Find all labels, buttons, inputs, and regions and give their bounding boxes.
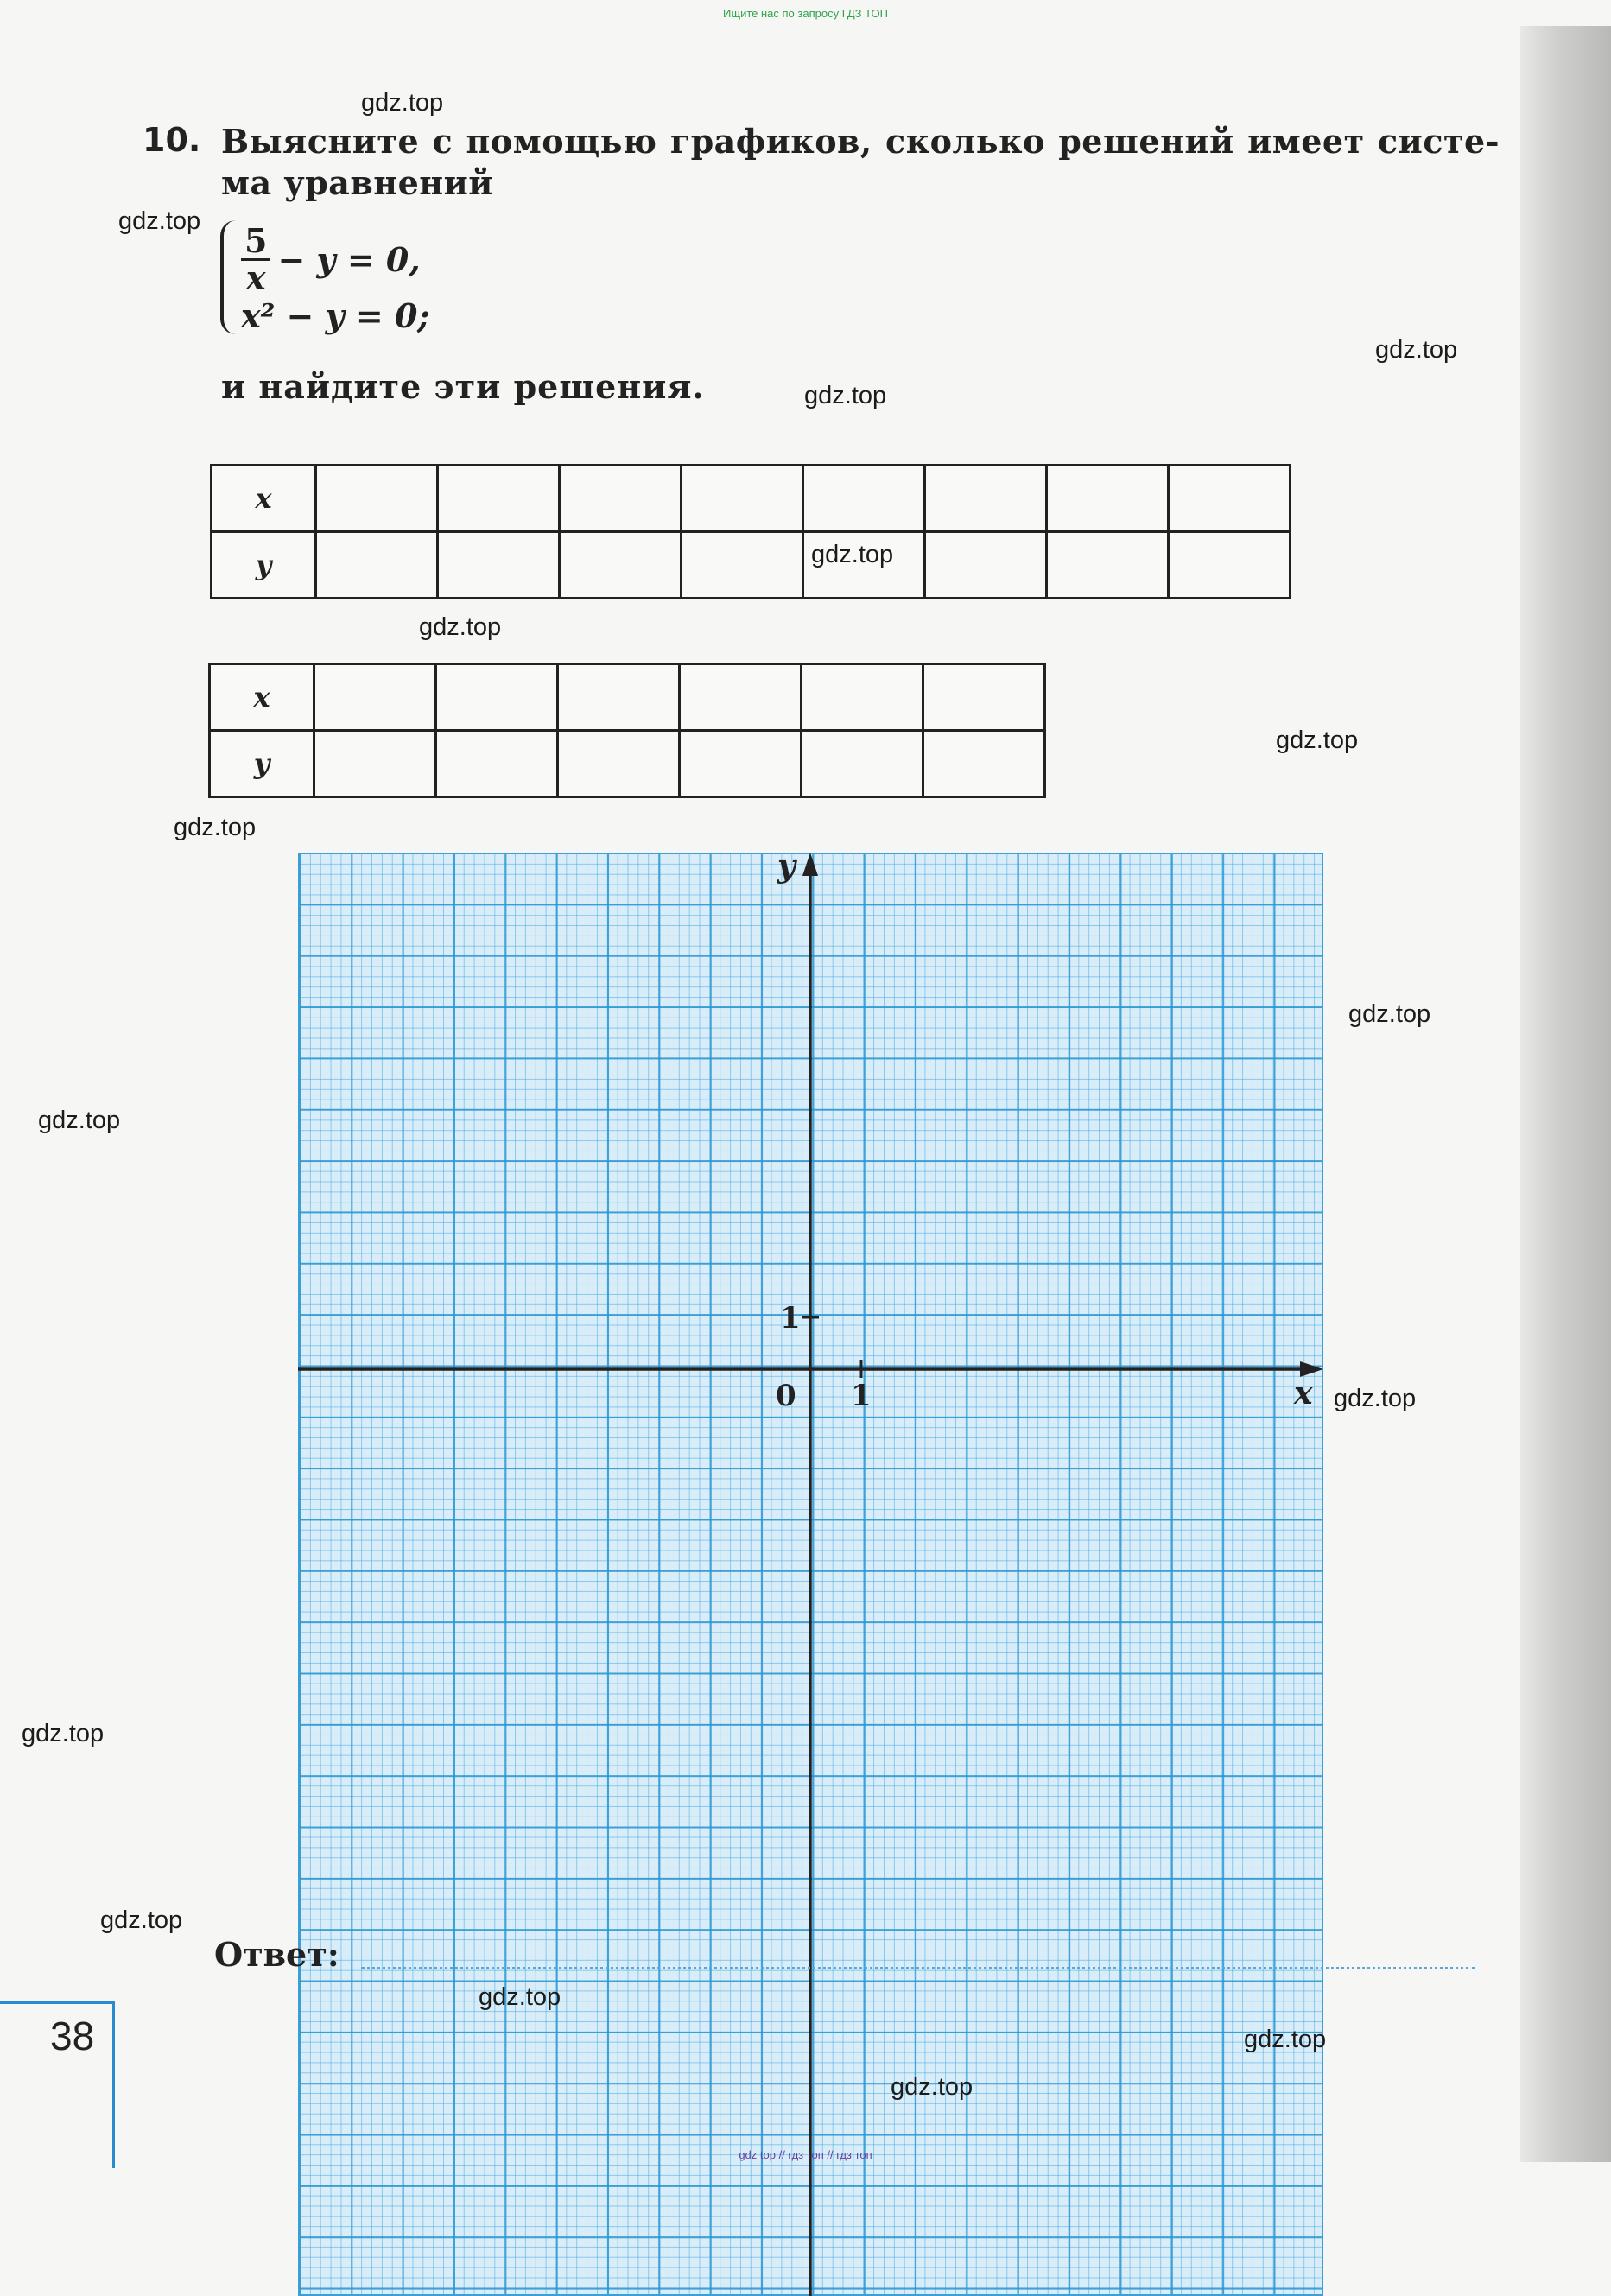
origin-label: 0 xyxy=(776,1379,796,1413)
table-cell[interactable] xyxy=(436,731,558,797)
system-brace xyxy=(220,220,236,334)
table-header-x: x xyxy=(210,664,314,731)
table-cell[interactable] xyxy=(316,466,438,532)
table-cell[interactable] xyxy=(802,664,923,731)
top-banner: Ищите нас по запросу ГДЗ ТОП xyxy=(723,7,888,20)
fraction-denominator: x xyxy=(245,258,266,297)
watermark: gdz.top xyxy=(174,814,257,841)
table-cell[interactable] xyxy=(436,664,558,731)
watermark: gdz.top xyxy=(479,1983,561,2011)
table-row xyxy=(212,532,1291,599)
table-cell[interactable] xyxy=(558,664,680,731)
watermark: gdz.top xyxy=(1334,1385,1417,1412)
answer-line[interactable] xyxy=(361,1967,1475,1969)
table-cell[interactable] xyxy=(558,731,680,797)
watermark: gdz.top xyxy=(100,1906,183,1934)
watermark: gdz.top xyxy=(1244,2026,1327,2053)
table-cell[interactable] xyxy=(1047,532,1169,599)
fraction xyxy=(241,221,270,297)
find-solutions-text: и найдите эти решения. xyxy=(221,367,705,406)
value-table-1 xyxy=(210,464,1291,599)
table-cell[interactable] xyxy=(923,664,1045,731)
table-cell[interactable] xyxy=(680,731,802,797)
table-cell[interactable] xyxy=(560,466,682,532)
watermark: gdz.top xyxy=(891,2073,974,2101)
table-cell[interactable] xyxy=(560,532,682,599)
table-cell[interactable] xyxy=(925,466,1047,532)
watermark: gdz.top xyxy=(1348,1000,1431,1028)
table-cell[interactable] xyxy=(682,466,803,532)
table-cell[interactable] xyxy=(925,532,1047,599)
fraction-numerator: 5 xyxy=(241,224,270,261)
table-cell[interactable] xyxy=(1169,466,1291,532)
bottom-banner: gdz top // гдз топ // гдз топ xyxy=(739,2148,872,2161)
table-cell[interactable] xyxy=(438,466,560,532)
table-cell[interactable] xyxy=(314,664,436,731)
watermark: gdz.top xyxy=(811,541,894,568)
watermark: gdz.top xyxy=(361,89,444,117)
page-number: 38 xyxy=(50,2014,95,2058)
equation-2: x² − y = 0; xyxy=(241,296,430,335)
watermark: gdz.top xyxy=(1276,726,1359,754)
table-cell[interactable] xyxy=(680,664,802,731)
task-text-line-2: ма уравнений xyxy=(221,163,493,202)
x-unit-label: 1 xyxy=(851,1379,872,1413)
table-cell[interactable] xyxy=(316,532,438,599)
table-cell[interactable] xyxy=(1169,532,1291,599)
task-text-line-1: Выясните с помощью графиков, сколько решений имеет систе- xyxy=(221,122,1500,161)
table-cell[interactable] xyxy=(438,532,560,599)
table-row xyxy=(212,466,1291,532)
table-cell[interactable] xyxy=(682,532,803,599)
task-number: 10. xyxy=(143,121,201,159)
y-axis-label: y xyxy=(777,853,796,885)
table-header-y: y xyxy=(210,731,314,797)
page-edge-shadow xyxy=(1520,26,1611,2162)
y-unit-label: 1 xyxy=(780,1301,801,1335)
table-cell[interactable] xyxy=(314,731,436,797)
table-cell[interactable] xyxy=(923,731,1045,797)
table-header-y: y xyxy=(212,532,316,599)
table-cell[interactable] xyxy=(1047,466,1169,532)
watermark: gdz.top xyxy=(419,613,502,641)
table-cell[interactable] xyxy=(802,731,923,797)
axes-svg xyxy=(298,853,1323,2296)
value-table-2 xyxy=(208,663,1046,798)
table-header-x: x xyxy=(212,466,316,532)
table-row xyxy=(210,664,1045,731)
table-cell[interactable] xyxy=(803,466,925,532)
y-axis-arrow xyxy=(802,853,818,876)
watermark: gdz.top xyxy=(22,1720,105,1747)
graph-area[interactable] xyxy=(298,853,1323,2296)
x-axis-label: x xyxy=(1294,1375,1313,1411)
answer-label: Ответ: xyxy=(214,1935,339,1974)
watermark: gdz.top xyxy=(38,1107,121,1134)
watermark: gdz.top xyxy=(1375,336,1458,364)
equation-1-rest: − y = 0, xyxy=(277,240,421,279)
equation-system xyxy=(220,220,479,341)
equation-1 xyxy=(241,221,421,297)
table-row xyxy=(210,731,1045,797)
task-text xyxy=(221,121,1500,204)
watermark: gdz.top xyxy=(118,207,201,235)
watermark: gdz.top xyxy=(804,382,887,409)
